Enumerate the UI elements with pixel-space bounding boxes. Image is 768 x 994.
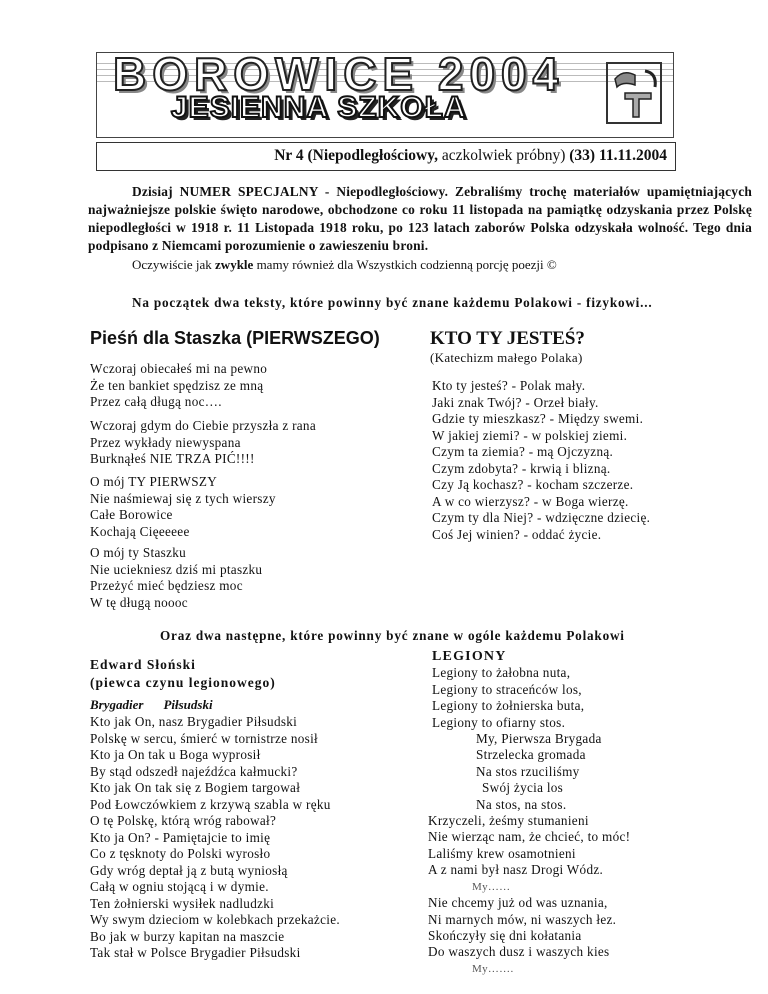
poem4-refrain-line: Na stos rzuciliśmy	[476, 763, 580, 779]
poem4-refrain-line: Swój życia los	[482, 780, 564, 796]
poem4-refrain-marker: My…….	[472, 962, 514, 975]
poem4	[428, 649, 631, 977]
poem3-heading: Brygadier Piłsudski	[90, 697, 213, 712]
poem4-refrain-line: Strzelecka gromada	[476, 747, 586, 763]
poem1-stanza-2: Wczoraj gdym do Ciebie przyszła z rana Przez wykłady niewyspana Burknąłeś NIE TRZA PIĆ!!!!	[90, 418, 316, 466]
poem4-line: A z nami był nasz Drogi Wódz.	[428, 862, 604, 878]
poem2-subtitle: (Katechizm małego Polaka)	[430, 350, 583, 365]
masthead	[96, 48, 674, 138]
masthead-subtitle: JESIENNA SZKOŁA	[171, 91, 467, 124]
poem3-author: Edward Słoński (piewca czynu legionowego)	[90, 657, 276, 690]
school-logo-icon	[605, 59, 665, 129]
section-heading-1: Na początek dwa teksty, które powinny być znane każdemu Polakowi - fizykowi...	[132, 295, 653, 310]
poem4-line: Do waszych dusz i waszych kies	[428, 944, 610, 960]
poem1-stanza-3: O mój TY PIERWSZY Nie naśmiewaj się z tych wierszy Całe Borowice Kochają Cięeeeee	[90, 474, 276, 539]
poem4-title: LEGIONY	[432, 649, 507, 664]
poem1-stanza-4: O mój ty Staszku Nie uciekniesz dziś mi ptaszku Przeżyć mieć będziesz moc W tę długą noooc	[90, 545, 263, 610]
poem4-refrain-marker: My……	[472, 880, 511, 893]
poem4-line: Legiony to żołnierska buta,	[432, 698, 585, 714]
poem4-line: Legiony to ofiarny stos.	[432, 714, 566, 730]
poem3-text: Kto jak On, nasz Brygadier Piłsudski Polskę w sercu, śmierć w tornistrze nosił Kto ja On tak u Boga wyprosił By stąd odszedł najeźdźca kałmucki? Kto jak On tak się z Bogiem targował Pod Łowczówkiem z krzywą szabla w ręku O tę Polskę, którą wróg rabował? Kto ja On? - Pamiętajcie to imię Co z tęsknoty do Polski wyrosło Gdy wróg deptał ją z butą wyniosłą Całą w ogniu stojącą i w dymie. Ten żołnierski wysiłek nadludzki Wy swym dzieciom w kolebkach przekażcie. Bo jak w burzy kapitan na maszcie Tak stał w Polsce Brygadier Piłsudski	[90, 714, 340, 960]
intro-paragraph: Dzisiaj NUMER SPECJALNY - Niepodległościowy. Zebraliśmy trochę materiałów upamiętniających najważniejsze polskie święto narodowe, obchodzone co roku 11 listopada na pamiątkę odzyskania przez Polskę niepodległości w 1918 r. 11 Listopada 1918 roku, po 123 latach zaborów Polska odzyskała wolność. Tego dnia podpisano z Niemcami porozumienie o zawieszeniu broni.	[88, 184, 752, 253]
poem4-refrain-line: Na stos, na stos.	[476, 796, 567, 812]
poem4-refrain-line: My, Pierwsza Brygada	[476, 731, 602, 747]
issue-number: Nr 4 (Niepodległościowy,	[274, 147, 438, 164]
poem4-line: Nie chcemy już od was uznania,	[428, 895, 608, 911]
poem1-title: Pieśń dla Staszka (PIERWSZEGO)	[90, 328, 380, 348]
masthead-title: BOROWICE 2004	[113, 48, 565, 100]
poem2-text: Kto ty jesteś? - Polak mały. Jaki znak Twój? - Orzeł biały. Gdzie ty mieszkasz? - Między swemi. W jakiej ziemi? - w polskiej ziemi. Czym ta ziemia? - mą Ojczyzną. Czym zdobyta? - krwią i blizną. Czy Ją kochasz? - kocham szczerze. A w co wierzysz? - w Boga wierzę. Czym ty dla Niej? - wdzięczne dziecię. Coś Jej winien? - oddać życie.	[432, 378, 651, 542]
poem4-line: Skończyły się dni kołatania	[428, 927, 582, 943]
section-heading-2: Oraz dwa następne, które powinny być znane w ogóle każdemu Polakowi	[160, 628, 625, 643]
poem4-line: Nie wierząc nam, że chcieć, to móc!	[428, 829, 631, 845]
poem1-stanza-1: Wczoraj obiecałeś mi na pewno Że ten bankiet spędzisz ze mną Przez całą długą noc….	[90, 361, 268, 409]
issue-date: (33) 11.11.2004	[569, 147, 667, 164]
poem4-line: Ni marnych mów, ni waszych łez.	[428, 911, 617, 927]
poem4-line: Krzyczeli, żeśmy stumanieni	[428, 813, 589, 829]
issue-note: aczkolwiek próbny)	[441, 147, 566, 164]
issue-line	[96, 142, 676, 171]
poem4-line: Legiony to straceńców los,	[432, 681, 582, 697]
poem4-line: Laliśmy krew osamotnieni	[428, 845, 576, 861]
poem2-title: KTO TY JESTEŚ?	[430, 328, 585, 349]
intro-poetry-note: Oczywiście jak zwykle mamy również dla Wszystkich codzienną porcję poezji ©	[132, 257, 557, 272]
poem4-line: Legiony to żałobna nuta,	[432, 665, 571, 681]
